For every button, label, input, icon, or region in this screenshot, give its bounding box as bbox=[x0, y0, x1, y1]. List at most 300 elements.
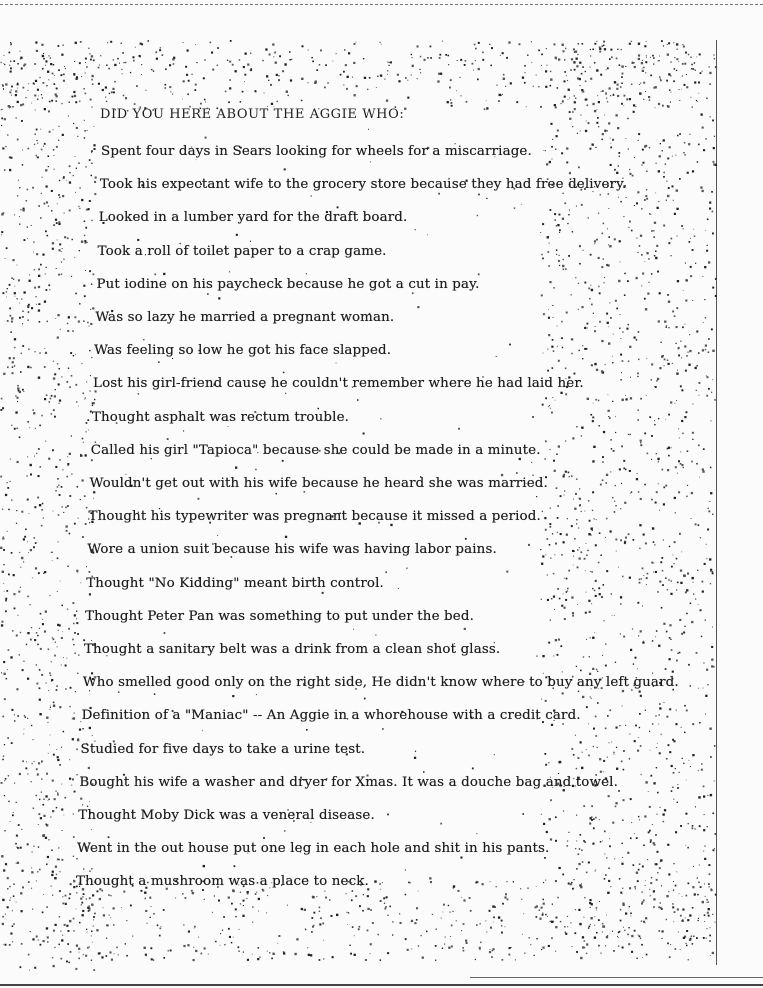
noise-speck bbox=[655, 502, 657, 504]
noise-speck bbox=[252, 954, 253, 955]
noise-speck bbox=[34, 456, 35, 457]
page-heading: DID YOU HERE ABOUT THE AGGIE WHO: bbox=[100, 107, 405, 122]
noise-speck bbox=[560, 921, 562, 923]
noise-speck bbox=[235, 908, 237, 910]
noise-speck bbox=[582, 358, 583, 359]
noise-speck bbox=[77, 572, 78, 573]
noise-speck bbox=[685, 918, 686, 919]
noise-speck bbox=[39, 687, 41, 689]
noise-speck bbox=[229, 79, 231, 81]
noise-speck bbox=[20, 58, 21, 59]
noise-speck bbox=[559, 598, 561, 600]
noise-speck bbox=[346, 88, 348, 90]
noise-speck bbox=[579, 498, 581, 500]
noise-speck bbox=[599, 819, 600, 820]
noise-speck bbox=[533, 86, 534, 87]
noise-speck bbox=[50, 675, 52, 677]
noise-speck bbox=[69, 495, 71, 497]
noise-speck bbox=[568, 214, 569, 215]
noise-speck bbox=[642, 273, 644, 275]
noise-speck bbox=[387, 62, 388, 63]
noise-speck bbox=[486, 100, 487, 101]
noise-speck bbox=[187, 944, 189, 946]
noise-speck bbox=[84, 137, 85, 138]
noise-speck bbox=[637, 602, 639, 604]
noise-speck bbox=[557, 505, 559, 507]
noise-speck bbox=[605, 92, 607, 94]
noise-speck bbox=[603, 223, 605, 225]
noise-speck bbox=[39, 303, 41, 305]
noise-speck bbox=[39, 504, 41, 506]
noise-speck bbox=[88, 430, 89, 431]
noise-speck bbox=[52, 810, 54, 812]
noise-speck bbox=[560, 495, 562, 497]
noise-speck bbox=[684, 345, 686, 347]
noise-speck bbox=[674, 541, 676, 543]
noise-speck bbox=[15, 395, 16, 396]
noise-speck bbox=[43, 518, 44, 519]
noise-speck bbox=[555, 951, 556, 952]
noise-speck bbox=[51, 850, 53, 852]
noise-speck bbox=[69, 453, 71, 455]
noise-speck bbox=[91, 284, 92, 285]
noise-speck bbox=[17, 862, 19, 864]
noise-speck bbox=[675, 885, 677, 887]
noise-speck bbox=[229, 61, 231, 63]
noise-speck bbox=[505, 893, 507, 895]
noise-speck bbox=[622, 73, 624, 75]
noise-speck bbox=[586, 121, 587, 122]
noise-speck bbox=[497, 85, 498, 86]
noise-speck bbox=[108, 836, 110, 838]
noise-speck bbox=[106, 938, 107, 939]
noise-speck bbox=[574, 69, 576, 71]
noise-speck bbox=[541, 699, 542, 700]
noise-speck bbox=[639, 548, 640, 549]
noise-speck bbox=[43, 894, 44, 895]
noise-speck bbox=[620, 633, 621, 634]
noise-speck bbox=[12, 630, 14, 632]
noise-speck bbox=[194, 89, 196, 91]
noise-speck bbox=[34, 287, 36, 289]
noise-speck bbox=[600, 74, 602, 76]
joke-item: Thought Peter Pan was something to put under the bed. bbox=[85, 608, 474, 624]
noise-speck bbox=[667, 294, 669, 296]
noise-speck bbox=[685, 52, 687, 54]
noise-speck bbox=[319, 64, 321, 66]
noise-speck bbox=[685, 324, 686, 325]
noise-speck bbox=[558, 260, 560, 262]
noise-speck bbox=[479, 949, 480, 950]
noise-speck bbox=[555, 106, 557, 108]
noise-speck bbox=[673, 80, 675, 82]
noise-speck bbox=[61, 637, 63, 639]
noise-speck bbox=[228, 897, 230, 899]
noise-speck bbox=[58, 69, 60, 71]
noise-speck bbox=[165, 84, 167, 86]
noise-speck bbox=[675, 948, 677, 950]
noise-speck bbox=[1, 398, 3, 400]
noise-speck bbox=[319, 911, 320, 912]
noise-speck bbox=[10, 821, 11, 822]
noise-speck bbox=[663, 172, 665, 174]
noise-speck bbox=[486, 107, 488, 109]
noise-speck bbox=[67, 505, 69, 507]
noise-speck bbox=[562, 101, 564, 103]
noise-speck bbox=[665, 163, 667, 165]
noise-speck bbox=[53, 638, 55, 640]
noise-speck bbox=[372, 922, 374, 924]
noise-speck bbox=[75, 192, 76, 193]
noise-speck bbox=[565, 441, 566, 442]
noise-speck bbox=[599, 593, 601, 595]
noise-speck bbox=[62, 631, 63, 632]
noise-speck bbox=[713, 849, 715, 851]
noise-speck bbox=[710, 889, 712, 891]
noise-speck bbox=[42, 623, 44, 625]
noise-speck bbox=[296, 938, 298, 940]
noise-speck bbox=[91, 904, 93, 906]
noise-speck bbox=[708, 908, 710, 910]
noise-speck bbox=[20, 632, 21, 633]
noise-speck bbox=[336, 53, 337, 54]
noise-speck bbox=[709, 501, 710, 502]
noise-speck bbox=[618, 932, 620, 934]
noise-speck bbox=[630, 649, 632, 651]
noise-speck bbox=[88, 910, 90, 912]
noise-speck bbox=[652, 640, 654, 642]
noise-speck bbox=[72, 239, 73, 240]
noise-speck bbox=[657, 378, 659, 380]
noise-speck bbox=[47, 936, 49, 938]
noise-speck bbox=[470, 910, 472, 912]
noise-speck bbox=[59, 180, 60, 181]
noise-speck bbox=[603, 760, 605, 762]
noise-speck bbox=[600, 953, 601, 954]
noise-speck bbox=[631, 916, 632, 917]
noise-speck bbox=[52, 242, 54, 244]
noise-speck bbox=[16, 688, 18, 690]
noise-speck bbox=[99, 898, 101, 900]
noise-speck bbox=[562, 44, 564, 46]
noise-speck bbox=[32, 852, 33, 853]
noise-speck bbox=[590, 254, 592, 256]
noise-speck bbox=[5, 258, 6, 259]
noise-speck bbox=[1, 855, 3, 857]
noise-speck bbox=[570, 883, 572, 885]
noise-speck bbox=[72, 639, 73, 640]
noise-speck bbox=[277, 943, 278, 944]
noise-speck bbox=[24, 239, 26, 241]
noise-speck bbox=[5, 778, 7, 780]
noise-speck bbox=[91, 106, 92, 107]
noise-speck bbox=[337, 206, 339, 208]
noise-speck bbox=[672, 671, 674, 673]
noise-speck bbox=[188, 931, 190, 933]
noise-speck bbox=[522, 813, 524, 815]
noise-speck bbox=[86, 66, 87, 67]
noise-speck bbox=[60, 329, 61, 330]
noise-speck bbox=[579, 263, 581, 265]
noise-speck bbox=[153, 70, 154, 71]
noise-speck bbox=[594, 916, 595, 917]
noise-speck bbox=[32, 763, 33, 764]
noise-speck bbox=[544, 753, 546, 755]
noise-speck bbox=[593, 313, 594, 314]
noise-speck bbox=[183, 80, 185, 82]
noise-speck bbox=[71, 435, 72, 436]
noise-speck bbox=[599, 292, 601, 294]
noise-speck bbox=[659, 707, 661, 709]
noise-speck bbox=[572, 126, 573, 127]
noise-speck bbox=[655, 257, 657, 259]
noise-speck bbox=[701, 763, 703, 765]
noise-speck bbox=[710, 116, 711, 117]
noise-speck bbox=[596, 907, 598, 909]
noise-speck bbox=[46, 773, 48, 775]
noise-speck bbox=[2, 407, 4, 409]
noise-speck bbox=[62, 896, 63, 897]
noise-speck bbox=[609, 838, 610, 839]
noise-speck bbox=[590, 917, 592, 919]
noise-speck bbox=[676, 189, 678, 191]
noise-speck bbox=[524, 953, 525, 954]
noise-speck bbox=[85, 93, 87, 95]
noise-speck bbox=[87, 907, 89, 909]
noise-speck bbox=[630, 397, 632, 399]
noise-speck bbox=[568, 472, 570, 474]
noise-speck bbox=[28, 552, 29, 553]
noise-speck bbox=[89, 159, 91, 161]
noise-speck bbox=[212, 912, 213, 913]
noise-speck bbox=[90, 59, 92, 61]
noise-speck bbox=[604, 115, 605, 116]
noise-speck bbox=[590, 637, 591, 638]
noise-speck bbox=[55, 642, 56, 643]
noise-speck bbox=[648, 258, 650, 260]
noise-speck bbox=[692, 827, 694, 829]
noise-speck bbox=[612, 931, 613, 932]
noise-speck bbox=[19, 223, 21, 225]
noise-speck bbox=[42, 912, 44, 914]
noise-speck bbox=[628, 361, 630, 363]
noise-speck bbox=[269, 952, 270, 953]
noise-speck bbox=[660, 859, 662, 861]
noise-speck bbox=[65, 68, 66, 69]
noise-speck bbox=[387, 952, 389, 954]
noise-speck bbox=[404, 108, 406, 110]
joke-item: Called his girl "Tapioca" because she could be made in a minute. bbox=[90, 442, 541, 458]
noise-speck bbox=[69, 898, 71, 900]
noise-speck bbox=[38, 377, 40, 379]
noise-speck bbox=[586, 749, 587, 750]
noise-speck bbox=[71, 473, 72, 474]
noise-speck bbox=[577, 54, 578, 55]
noise-speck bbox=[8, 801, 9, 802]
noise-speck bbox=[136, 85, 138, 87]
noise-speck bbox=[691, 492, 693, 494]
noise-speck bbox=[571, 294, 572, 295]
noise-speck bbox=[89, 910, 90, 911]
noise-speck bbox=[500, 55, 501, 56]
noise-speck bbox=[63, 903, 65, 905]
noise-speck bbox=[661, 607, 663, 609]
noise-speck bbox=[575, 98, 576, 99]
noise-speck bbox=[548, 265, 549, 266]
noise-speck bbox=[657, 792, 659, 794]
noise-speck bbox=[205, 102, 206, 103]
noise-speck bbox=[553, 350, 555, 352]
noise-speck bbox=[274, 52, 276, 54]
noise-speck bbox=[545, 440, 547, 442]
noise-speck bbox=[490, 927, 492, 929]
noise-speck bbox=[689, 914, 691, 916]
noise-speck bbox=[684, 705, 686, 707]
noise-speck bbox=[622, 820, 623, 821]
noise-speck bbox=[417, 78, 418, 79]
noise-speck bbox=[498, 100, 500, 102]
noise-speck bbox=[683, 632, 685, 634]
noise-speck bbox=[580, 131, 581, 132]
noise-speck bbox=[591, 304, 593, 306]
noise-speck bbox=[23, 65, 25, 67]
joke-item: Who smelled good only on the right side, He didn't know where to buy any left guard. bbox=[82, 675, 679, 691]
noise-speck bbox=[121, 69, 122, 70]
noise-speck bbox=[3, 756, 4, 757]
noise-speck bbox=[695, 367, 697, 369]
noise-speck bbox=[636, 872, 638, 874]
noise-speck bbox=[666, 325, 667, 326]
noise-speck bbox=[77, 136, 78, 137]
noise-speck bbox=[668, 873, 670, 875]
noise-speck bbox=[703, 829, 705, 831]
noise-speck bbox=[541, 563, 543, 565]
noise-speck bbox=[579, 848, 580, 849]
noise-speck bbox=[20, 892, 22, 894]
noise-speck bbox=[550, 620, 551, 621]
noise-speck bbox=[608, 868, 609, 869]
noise-speck bbox=[656, 863, 658, 865]
noise-speck bbox=[121, 907, 122, 908]
noise-speck bbox=[629, 346, 631, 348]
noise-speck bbox=[536, 656, 537, 657]
noise-speck bbox=[698, 93, 699, 94]
noise-speck bbox=[654, 420, 655, 421]
noise-speck bbox=[478, 194, 480, 196]
noise-speck bbox=[10, 331, 12, 333]
noise-speck bbox=[651, 379, 652, 380]
noise-speck bbox=[26, 644, 27, 645]
noise-speck bbox=[634, 833, 635, 834]
noise-speck bbox=[114, 64, 116, 66]
noise-speck bbox=[105, 97, 106, 98]
noise-speck bbox=[109, 951, 111, 953]
noise-speck bbox=[34, 144, 35, 145]
noise-speck bbox=[110, 41, 112, 43]
noise-speck bbox=[548, 251, 550, 253]
noise-speck bbox=[13, 357, 15, 359]
noise-speck bbox=[679, 893, 680, 894]
noise-speck bbox=[698, 445, 700, 447]
noise-speck bbox=[654, 222, 656, 224]
noise-speck bbox=[597, 671, 598, 672]
noise-speck bbox=[556, 454, 558, 456]
noise-speck bbox=[668, 73, 670, 75]
noise-speck bbox=[653, 236, 655, 238]
noise-speck bbox=[450, 99, 451, 100]
noise-speck bbox=[677, 370, 678, 371]
noise-speck bbox=[4, 795, 5, 796]
noise-speck bbox=[72, 602, 74, 604]
noise-speck bbox=[628, 324, 629, 325]
noise-speck bbox=[557, 346, 558, 347]
noise-speck bbox=[682, 896, 683, 897]
noise-speck bbox=[610, 49, 612, 51]
noise-speck bbox=[75, 691, 76, 692]
noise-speck bbox=[592, 144, 594, 146]
noise-speck bbox=[548, 334, 550, 336]
noise-speck bbox=[429, 877, 431, 879]
noise-speck bbox=[324, 87, 326, 89]
noise-speck bbox=[681, 552, 682, 553]
noise-speck bbox=[346, 893, 347, 894]
noise-speck bbox=[572, 946, 573, 947]
noise-speck bbox=[667, 943, 669, 945]
noise-speck bbox=[570, 69, 572, 71]
noise-speck bbox=[628, 927, 629, 928]
noise-speck bbox=[588, 862, 590, 864]
noise-speck bbox=[646, 171, 648, 173]
noise-speck bbox=[542, 913, 543, 914]
noise-speck bbox=[603, 41, 605, 43]
noise-speck bbox=[657, 851, 659, 853]
noise-speck bbox=[541, 599, 542, 600]
noise-speck bbox=[91, 935, 92, 936]
noise-speck bbox=[625, 395, 626, 396]
noise-speck bbox=[638, 935, 639, 936]
noise-speck bbox=[19, 552, 20, 553]
noise-speck bbox=[11, 321, 13, 323]
noise-speck bbox=[671, 238, 673, 240]
noise-speck bbox=[631, 41, 632, 42]
noise-speck bbox=[591, 603, 592, 604]
noise-speck bbox=[682, 63, 684, 65]
noise-speck bbox=[620, 920, 622, 922]
noise-speck bbox=[52, 560, 53, 561]
noise-speck bbox=[591, 698, 592, 699]
noise-speck bbox=[594, 925, 595, 926]
noise-speck bbox=[703, 448, 705, 450]
noise-speck bbox=[38, 572, 40, 574]
noise-speck bbox=[612, 822, 614, 824]
noise-speck bbox=[586, 555, 588, 557]
noise-speck bbox=[76, 622, 78, 624]
noise-speck bbox=[656, 245, 658, 247]
noise-speck bbox=[699, 865, 700, 866]
noise-speck bbox=[702, 471, 704, 473]
noise-speck bbox=[638, 58, 640, 60]
noise-speck bbox=[622, 690, 624, 692]
noise-speck bbox=[83, 868, 84, 869]
noise-speck bbox=[598, 286, 599, 287]
noise-speck bbox=[611, 56, 613, 58]
noise-speck bbox=[595, 870, 596, 871]
noise-speck bbox=[677, 49, 678, 50]
noise-speck bbox=[646, 41, 647, 42]
noise-speck bbox=[56, 88, 58, 90]
noise-speck bbox=[607, 228, 608, 229]
noise-speck bbox=[571, 58, 573, 60]
